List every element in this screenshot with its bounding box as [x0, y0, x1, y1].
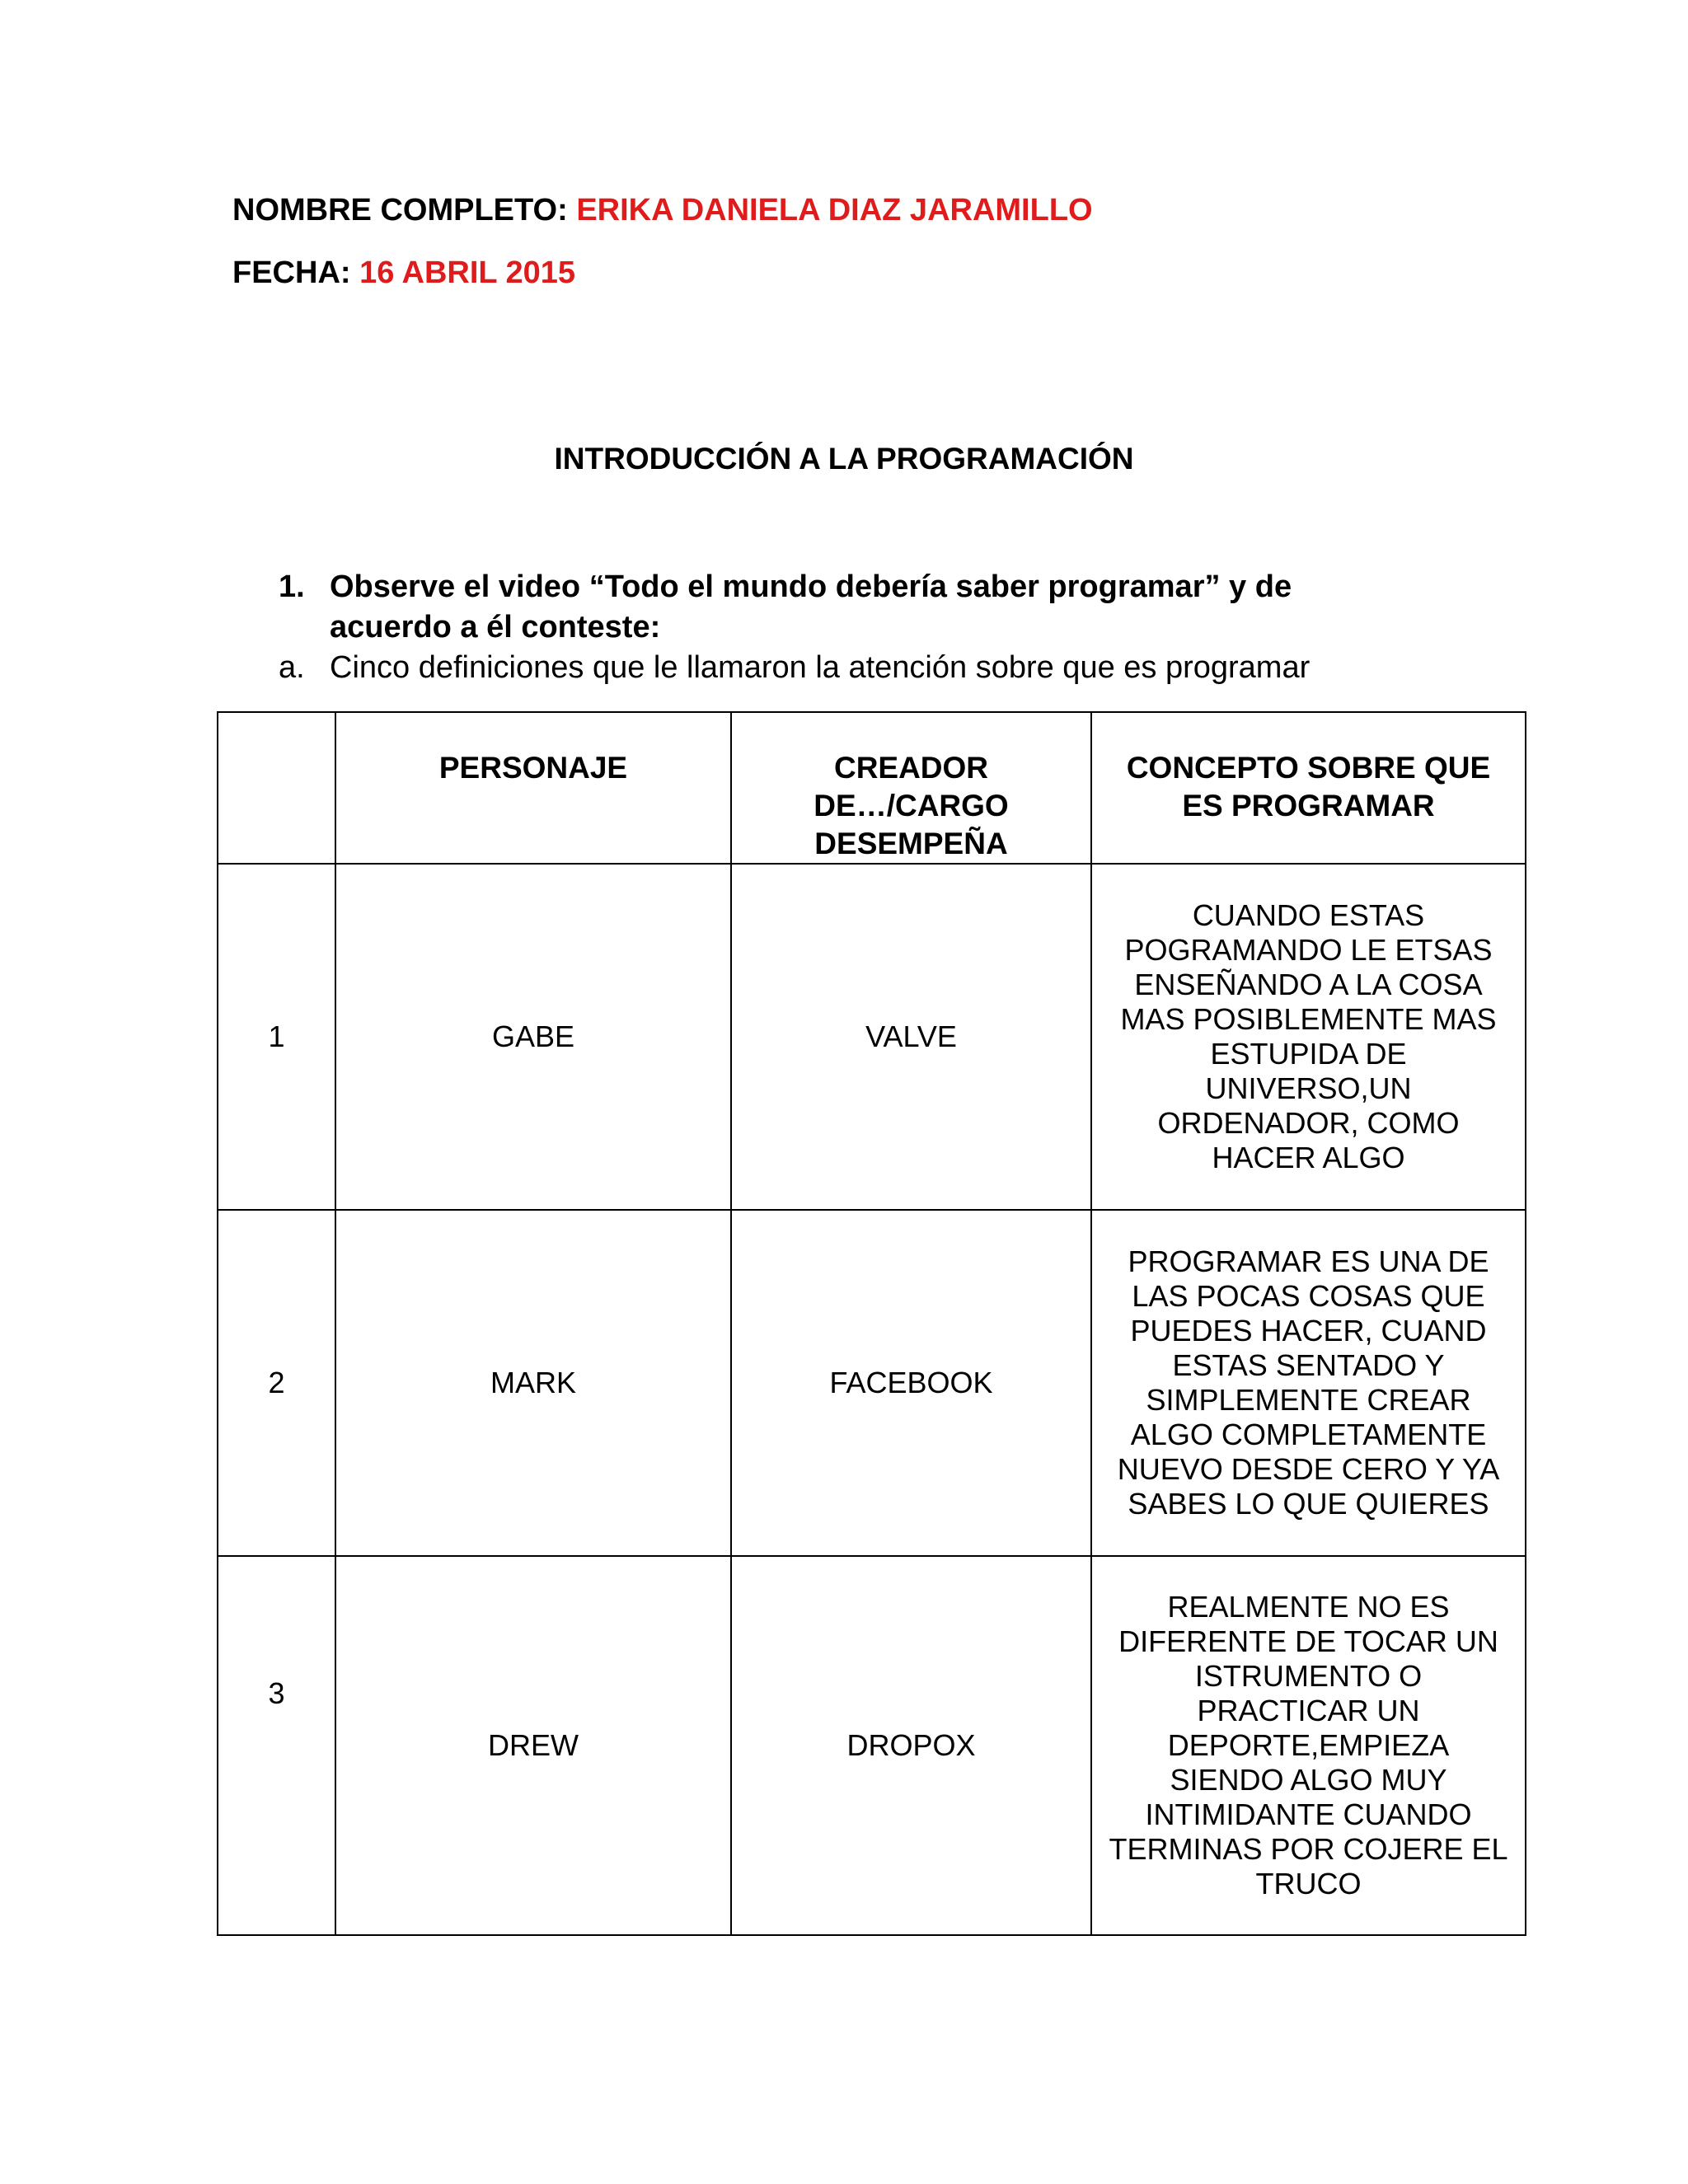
question-text-line2: acuerdo a él conteste:	[330, 610, 661, 644]
name-line	[232, 192, 1093, 228]
concepto-line: MAS POSIBLEMENTE MAS	[1120, 1002, 1497, 1036]
name-value: ERIKA DANIELA DIAZ JARAMILLO	[576, 193, 1093, 227]
header-personaje	[335, 712, 731, 864]
row-creador: DROPOX	[731, 1556, 1091, 1935]
header-creador-line2: DE…/CARGO	[814, 789, 1009, 823]
date-value: 16 ABRIL 2015	[359, 255, 576, 290]
header-creador	[731, 712, 1091, 864]
concepto-line: REALMENTE NO ES	[1167, 1590, 1450, 1624]
table-header-row	[218, 712, 1526, 864]
definitions-table	[217, 711, 1526, 1936]
row-creador: VALVE	[731, 864, 1091, 1210]
concepto-line: ALGO COMPLETAMENTE	[1130, 1418, 1487, 1451]
table-row	[218, 864, 1526, 1210]
question-1	[279, 567, 1310, 648]
concepto-line: NUEVO DESDE CERO Y YA	[1117, 1452, 1500, 1486]
table-row	[218, 1556, 1526, 1935]
header-number	[218, 712, 335, 864]
concepto-line: UNIVERSO,UN	[1205, 1071, 1412, 1105]
row-personaje: MARK	[335, 1210, 731, 1556]
concepto-line: DEPORTE,EMPIEZA	[1167, 1728, 1450, 1762]
concepto-line: TRUCO	[1255, 1867, 1362, 1900]
concepto-line: DIFERENTE DE TOCAR UN	[1118, 1624, 1498, 1658]
header-creador-line3: DESEMPEÑA	[814, 827, 1008, 860]
header-concepto-line1: CONCEPTO SOBRE QUE	[1126, 751, 1491, 785]
concepto-line: POGRAMANDO LE ETSAS	[1124, 933, 1493, 967]
row-number-label: 3	[268, 1676, 285, 1710]
name-label: NOMBRE COMPLETO:	[232, 193, 568, 227]
row-concepto	[1091, 1556, 1526, 1935]
concepto-line: SABES LO QUE QUIERES	[1128, 1487, 1489, 1521]
concepto-line: CUANDO ESTAS	[1192, 898, 1425, 932]
concepto-line: LAS POCAS COSAS QUE	[1132, 1279, 1485, 1313]
row-number: 2	[218, 1210, 335, 1556]
header-concepto-line2: ES PROGRAMAR	[1182, 789, 1435, 823]
sub-question-a	[279, 648, 1310, 688]
header-personaje-label: PERSONAJE	[438, 751, 628, 785]
table-row	[218, 1210, 1526, 1556]
question-text-line1: Observe el video “Todo el mundo debería saber programar” y de	[330, 569, 1292, 604]
row-concepto	[1091, 864, 1526, 1210]
concepto-line: PRACTICAR UN	[1197, 1694, 1420, 1727]
concepto-line: ENSEÑANDO A LA COSA	[1134, 968, 1483, 1001]
row-number: 1	[218, 864, 335, 1210]
concepto-line: INTIMIDANTE CUANDO	[1145, 1797, 1472, 1831]
sub-question-marker: a.	[279, 650, 305, 685]
row-creador: FACEBOOK	[731, 1210, 1091, 1556]
row-personaje: GABE	[335, 864, 731, 1210]
concepto-line: ISTRUMENTO O	[1194, 1659, 1423, 1693]
concepto-line: ESTUPIDA DE	[1210, 1037, 1407, 1071]
row-number	[218, 1556, 335, 1935]
concepto-line: HACER ALGO	[1212, 1141, 1405, 1174]
sub-question-text: Cinco definiciones que le llamaron la atención sobre que es programar	[330, 650, 1311, 685]
concepto-line: ESTAS SENTADO Y	[1172, 1348, 1445, 1382]
concepto-line: TERMINAS POR COJERE EL	[1109, 1832, 1508, 1866]
question-number: 1.	[279, 569, 305, 604]
row-concepto	[1091, 1210, 1526, 1556]
question-block	[279, 567, 1310, 688]
concepto-line: PROGRAMAR ES UNA DE	[1128, 1244, 1489, 1278]
header-concepto	[1091, 712, 1526, 864]
row-personaje: DREW	[335, 1556, 731, 1935]
date-line	[232, 255, 575, 291]
concepto-line: SIMPLEMENTE CREAR	[1146, 1383, 1471, 1417]
page-title: INTRODUCCIÓN A LA PROGRAMACIÓN	[554, 442, 1134, 476]
header-creador-line1: CREADOR	[833, 751, 989, 785]
concepto-line: PUEDES HACER, CUAND	[1130, 1314, 1487, 1347]
date-label: FECHA:	[232, 255, 351, 290]
concepto-line: ORDENADOR, COMO	[1157, 1106, 1460, 1140]
concepto-line: SIENDO ALGO MUY	[1170, 1763, 1447, 1797]
